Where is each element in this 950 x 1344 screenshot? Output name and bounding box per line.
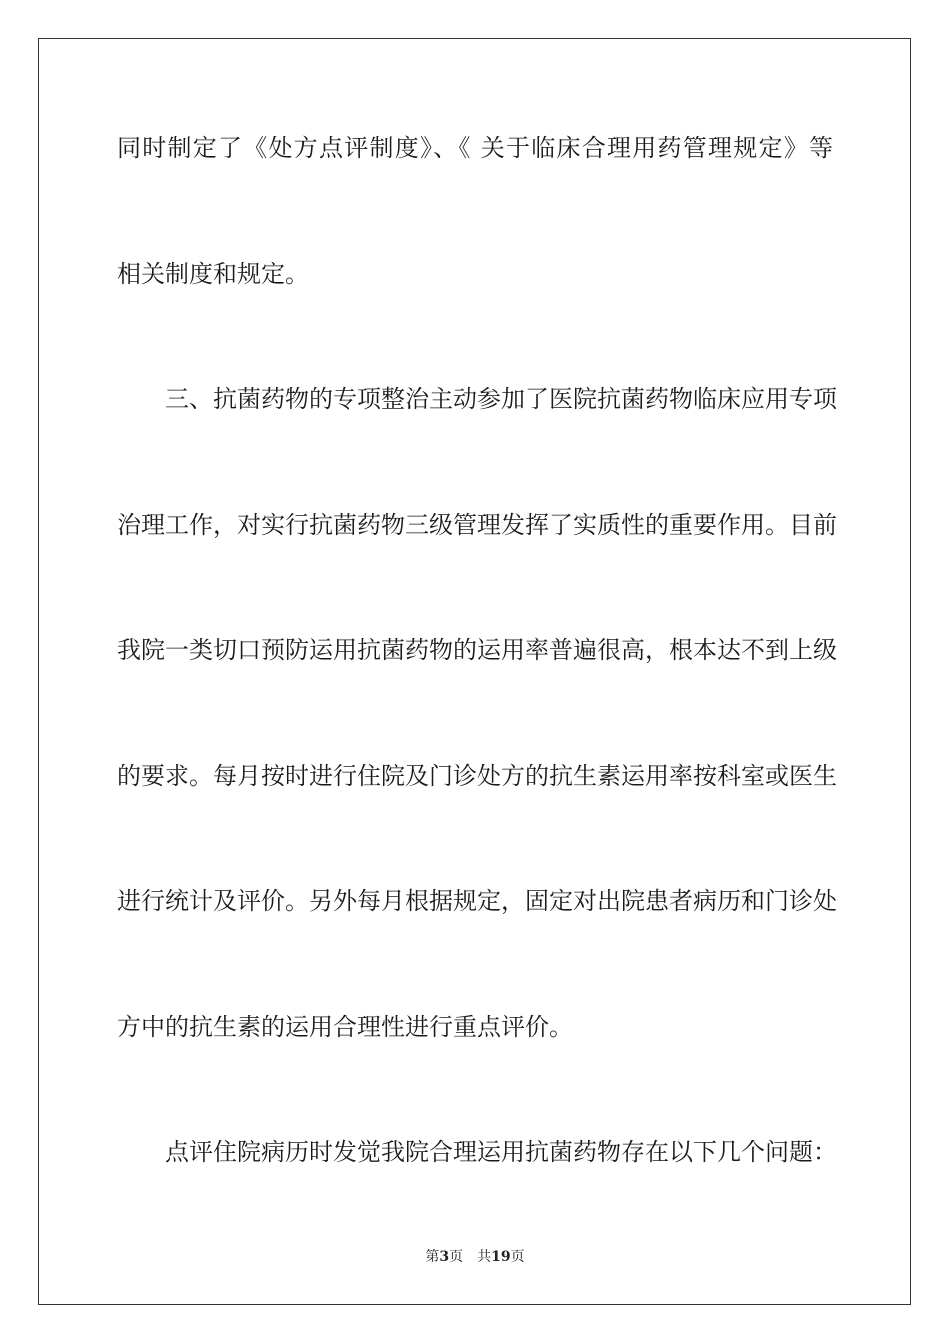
paragraph-line: 的要求。每月按时进行住院及门诊处方的抗生素运用率按科室或医生 — [117, 762, 837, 790]
paragraph-line: 点评住院病历时发觉我院合理运用抗菌药物存在以下几个问题： — [165, 1138, 837, 1166]
footer-total-suffix: 页 — [510, 1249, 525, 1265]
paragraph-line: 方中的抗生素的运用合理性进行重点评价。 — [117, 1013, 573, 1041]
page-footer — [0, 1248, 950, 1266]
paragraph-line: 治理工作，对实行抗菌药物三级管理发挥了实质性的重要作用。目前 — [117, 511, 837, 539]
footer-total-prefix: 共 — [477, 1249, 492, 1265]
paragraph-line: 我院一类切口预防运用抗菌药物的运用率普遍很高，根本达不到上级 — [117, 636, 837, 664]
paragraph-line: 进行统计及评价。另外每月根据规定，固定对出院患者病历和门诊处 — [117, 887, 837, 915]
footer-page-prefix: 第 — [425, 1249, 440, 1265]
paragraph-line: 三、抗菌药物的专项整治主动参加了医院抗菌药物临床应用专项 — [165, 385, 837, 413]
footer-page-number: 3 — [439, 1249, 450, 1265]
page-border — [38, 38, 911, 1305]
paragraph-line: 相关制度和规定。 — [117, 260, 309, 288]
paragraph-line: 同时制定了《处方点评制度》、《 关于临床合理用药管理规定》等 — [117, 134, 833, 162]
footer-total-pages: 19 — [491, 1249, 511, 1265]
footer-page-suffix: 页 — [449, 1249, 464, 1265]
